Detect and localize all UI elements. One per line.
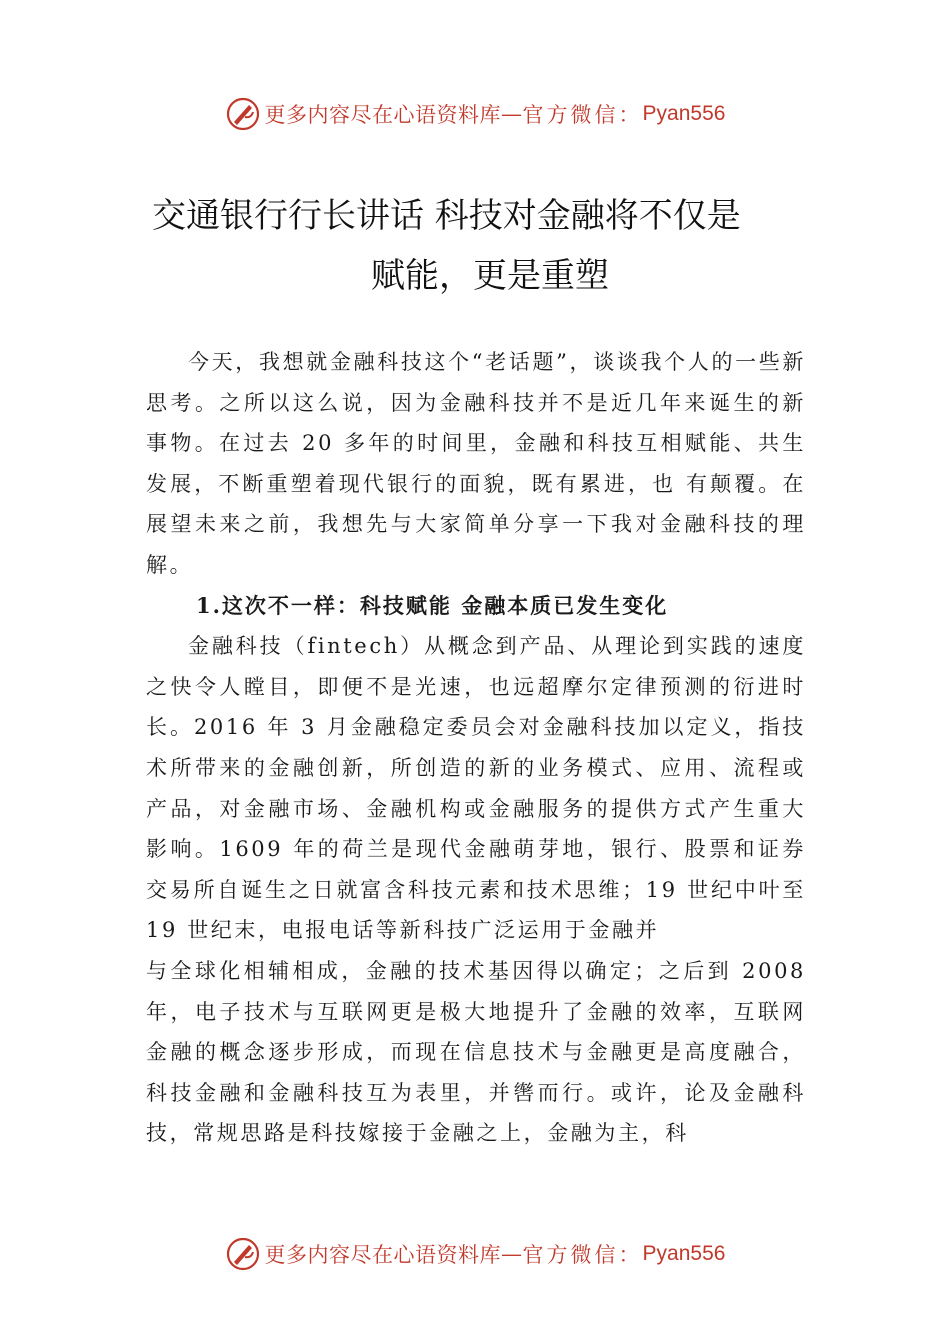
section-heading: 1.这次不一样：科技赋能 金融本质已发生变化 [196,592,669,618]
wechat-id: Pyan556 [642,102,726,125]
banner-text: 更多内容尽在心语资料库 [264,103,502,127]
logo-icon [225,96,261,132]
banner-text: 更多内容尽在心语资料库 [264,1243,502,1267]
article-body [146,342,806,1154]
banner-separator: — [501,1242,523,1266]
paragraph-fintech: 金融科技（fintech）从概念到产品、从理论到实践的速度之快令人瞠目，即便不是光速，也远超摩尔定律预测的衍进时长。2016 年 3 月金融稳定委员会对金融科技加以定义，指技术所带来的金融创新，所创造的新的业务模式、应用、流程或产品，对金融市场、金融机构或金融服务的提供方式产生重大影响。1609 年的荷兰是现代金融萌芽地，银行、股票和证券交易所自诞生之日就富含科技元素和技术思维；19 世纪中叶至 19 世纪末，电报电话等新科技广泛运用于金融并 [146,634,806,943]
wechat-label: 官方微信： [522,103,643,127]
document-title [140,186,820,306]
paragraph-intro: 今天，我想就金融科技这个“老话题”，谈谈我个人的一些新思考。之所以这么说，因为金融科技并不是近几年来诞生的新事物。在过去 20 多年的时间里，金融和科技互相赋能、共生发展，不断重塑着现代银行的面貌，既有累进，也 有颠覆。在展望未来之前，我想先与大家简单分享一下我对金融科技的理解。 [146,350,806,577]
header-banner [0,94,950,134]
wechat-id: Pyan556 [642,1242,726,1265]
title-line-2: 赋能，更是重塑 [371,256,609,296]
footer-banner [0,1234,950,1274]
title-line-1: 交通银行行长讲话 科技对金融将不仅是 [152,196,741,236]
wechat-label: 官方微信： [522,1243,643,1267]
banner-separator: — [501,102,523,126]
logo-icon [225,1236,261,1272]
paragraph-continued: 与全球化相辅相成，金融的技术基因得以确定；之后到 2008 年，电子技术与互联网更是极大地提升了金融的效率，互联网金融的概念逐步形成，而现在信息技术与金融更是高度融合，科技金融和金融科技互为表里，并辔而行。或许，论及金融科技，常规思路是科技嫁接于金融之上，金融为主，科 [146,958,806,1146]
